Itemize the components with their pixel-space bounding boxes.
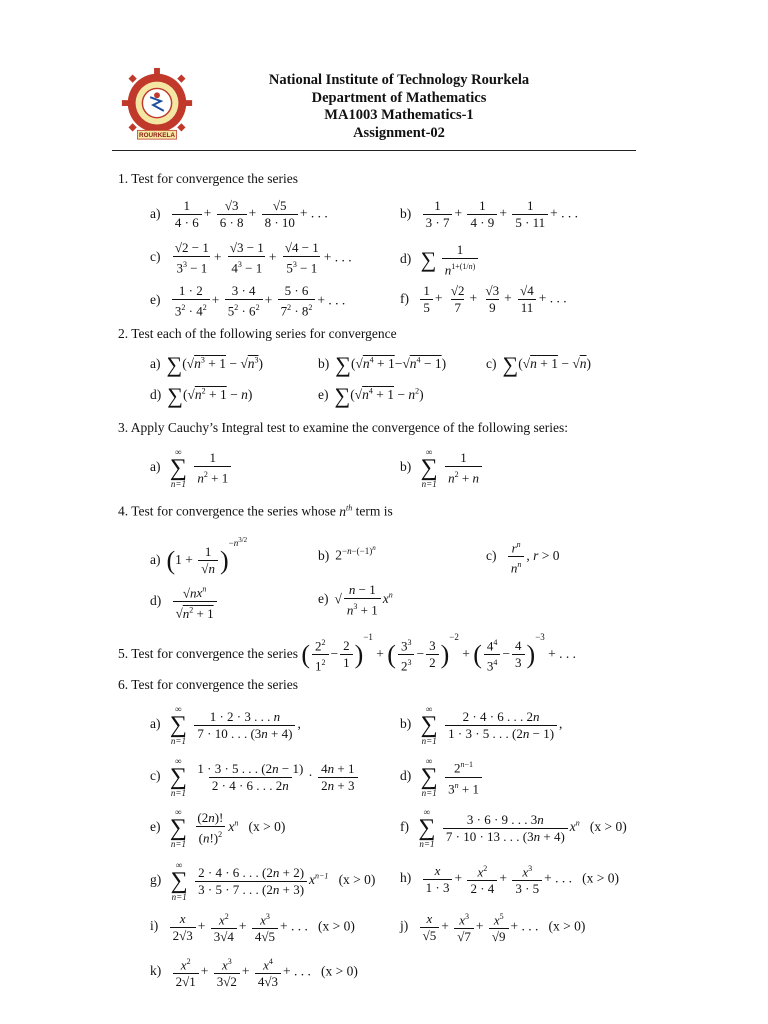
q1-a: a) $\frac{1}{4 \cdot 6}$ + $\frac{√3}{6 \cdot 8}$ + $\frac{√5}{8 \cdot 10}$ + . . . xyxy=(150,198,328,230)
q1-b: b) $\frac{1}{3 \cdot 7}$ + $\frac{1}{4 \cdot 9}$ + $\frac{1}{5 \cdot 11}$ + . . . xyxy=(400,198,579,230)
q6-f: f) ∞ ∑ n=1 $\frac{3 \cdot 6 \cdot 9 . . . 3n}{7 \cdot 10 \cdot 13 . . . (3n + 4)}$ $x^n$ (x > 0) xyxy=(400,807,627,849)
q4-b: b) $2^{-n-(-1)^n}$ xyxy=(318,544,376,563)
q4-a: a) (1 + $\frac{1}{√n}$ )$^{-n^{3/2}}$ xyxy=(150,536,248,577)
q6-c: c) ∞ ∑ n=1 $\frac{1 \cdot 3 \cdot 5 . . . (2n - 1)}{2 \cdot 4 \cdot 6 . . . 2n}$ · $\frac{4n + 1}{2n + 3}$ xyxy=(150,756,360,798)
q6-i: i) $\frac{x}{2√3}$ + $\frac{x^2}{3√4}$ + $\frac{x^3}{4√5}$ + . . . (x > 0) xyxy=(150,910,355,945)
q1-e: e) $\frac{1 \cdot 2}{3^2 \cdot 4^2}$ + $\frac{3 \cdot 4}{5^2 \cdot 6^2}$ + $\frac{5 \cdot 6}{7^2 \cdot 8^2}$ + . . . xyxy=(150,283,346,319)
question-4: 4. Test for convergence the series whose $n^{th}$ term is xyxy=(118,503,393,519)
q6-k: k) $\frac{x^2}{2√1}$ + $\frac{x^3}{3√2}$ + $\frac{x^4}{4√3}$ + . . . (x > 0) xyxy=(150,957,358,990)
q3-a: a) ∞ ∑ n=1 $\frac{1}{n^2 + 1}$ xyxy=(150,447,233,489)
q6-g: g) ∞ ∑ n=1 $\frac{2 \cdot 4 \cdot 6 . . . (2n + 2)}{3 \cdot 5 \cdot 7 . . . (2n + 3)}$ $x^{n-1}$ (x > 0) xyxy=(150,860,376,902)
question-2: 2. Test each of the following series for convergence xyxy=(118,326,397,341)
document-header xyxy=(0,72,768,142)
question-5: 5. Test for convergence the series ( $\frac{2^2}{1^2}$ − $\frac{2}{1}$ )$^{-1}$ + ( $\frac{3^3}{2^3}$ − $\frac{3}{2}$ )$^{-2}$ + ( $\frac{4^4}{3^4}$ − $\frac{4}{3}$ )$^{-3}$ + . . . xyxy=(118,632,577,674)
q6-b: b) ∞ ∑ n=1 $\frac{2 \cdot 4 \cdot 6 . . . 2n}{1 \cdot 3 \cdot 5 . . . (2n - 1)}$ , xyxy=(400,704,563,746)
q4-c: c) $\frac{r^n}{n^n}$ , r > 0 xyxy=(486,540,560,576)
q2-a: a) $\sum(√n^3 + 1 - √n^3)$ xyxy=(150,352,263,377)
question-3: 3. Apply Cauchy’s Integral test to examine the convergence of the following series: xyxy=(118,420,569,435)
institute-name: National Institute of Technology Rourkela xyxy=(268,72,530,88)
question-6: 6. Test for convergence the series xyxy=(118,677,298,692)
q6-j: j) $\frac{x}{√5}$ + $\frac{x^3}{√7}$ + $\frac{x^5}{√9}$ + . . . (x > 0) xyxy=(400,910,586,945)
q6-a: a) ∞ ∑ n=1 $\frac{1 \cdot 2 \cdot 3 . . . n}{7 \cdot 10 . . . (3n + 4)}$ , xyxy=(150,704,301,746)
q2-e: e) $\sum(√n^4 + 1 - n^2)$ xyxy=(318,383,424,408)
q6-e: e) ∞ ∑ n=1 $\frac{(2n)!}{(n!)^2}$ $x^n$ (x > 0) xyxy=(150,807,286,849)
q1-f: f) $\frac{1}{5}$ + $\frac{√2}{7}$ + $\frac{√3}{9}$ + $\frac{√4}{11}$ + . . . xyxy=(400,283,567,315)
q2-c: c) ∑(√n + 1 − √n) xyxy=(486,352,591,377)
department-name: Department of Mathematics xyxy=(311,89,487,106)
q3-b: b) ∞ ∑ n=1 $\frac{1}{n^2 + n}$ xyxy=(400,447,484,489)
header-rule xyxy=(112,150,636,151)
q2-b: b) $\sum(√n^4 + 1-√n^4 - 1)$ xyxy=(318,352,447,377)
q4-e: e) √ $\frac{n - 1}{n^3 + 1}$ $x^n$ xyxy=(318,582,393,618)
q6-h: h) $\frac{x}{1 \cdot 3}$ + $\frac{x^2}{2 \cdot 4}$ + $\frac{x^3}{3 \cdot 5}$ + . . . (x > 0) xyxy=(400,862,620,897)
q1-d: d) ∑ $\frac{1}{n^{1+(1/n)}}$ xyxy=(400,243,480,277)
assignment-title: Assignment-02 xyxy=(353,124,445,141)
q6-d: d) ∞ ∑ n=1 $\frac{2^{n-1}}{3^n + 1}$ xyxy=(400,756,484,798)
course-title: MA1003 Mathematics-1 xyxy=(324,107,474,123)
q2-d: d) $\sum(√n^2 + 1 - n)$ xyxy=(150,383,253,408)
question-1: 1. Test for convergence the series xyxy=(118,171,298,186)
q1-c: c) $\frac{√2 - 1}{3^3 - 1}$ + $\frac{√3 - 1}{4^3 - 1}$ + $\frac{√4 - 1}{5^3 - 1}$ + . . . xyxy=(150,240,352,276)
q4-d: d) $√nx^n$ $√n^2 + 1$ xyxy=(150,583,219,621)
svg-text:ROURKELA: ROURKELA xyxy=(139,132,175,140)
